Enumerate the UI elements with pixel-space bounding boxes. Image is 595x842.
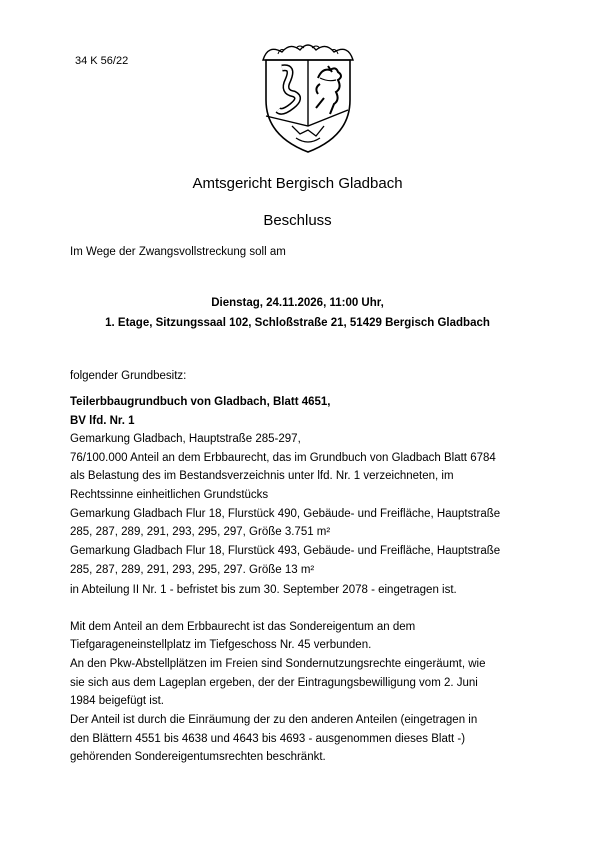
hearing-date: Dienstag, 24.11.2026, 11:00 Uhr, [211,297,384,309]
detail-line: An den Pkw-Abstellplätzen im Freien sind Sondernutzungsrechte eingeräumt, wie [70,658,486,670]
bv-heading: BV lfd. Nr. 1 [70,415,135,427]
property-line: Gemarkung Gladbach Flur 18, Flurstück 490, Gebäude- und Freifläche, Hauptstraße [70,508,501,520]
detail-line: gehörenden Sondereigentumsrechten beschränkt. [70,751,326,763]
document-title: Beschluss [263,212,332,229]
court-name: Amtsgericht Bergisch Gladbach [192,175,403,192]
property-line: in Abteilung II Nr. 1 - befristet bis zum 30. September 2078 - eingetragen ist. [70,584,457,596]
hearing-location: 1. Etage, Sitzungssaal 102, Schloßstraße 21, 51429 Bergisch Gladbach [105,317,490,329]
detail-line: 1984 beigefügt ist. [70,695,164,707]
case-number: 34 K 56/22 [75,55,129,67]
register-heading: Teilerbbaugrundbuch von Gladbach, Blatt 4651, [70,396,331,408]
property-line: 285, 287, 289, 291, 293, 295, 297, Größe 3.751 m² [70,526,331,538]
detail-line: Tiefgarageneinstellplatz im Tiefgeschoss Nr. 45 verbunden. [70,639,372,651]
property-intro: folgender Grundbesitz: [70,370,187,382]
property-line: 76/100.000 Anteil an dem Erbbaurecht, das im Grundbuch von Gladbach Blatt 6784 [70,452,496,464]
coat-of-arms-icon [258,38,358,156]
property-line: als Belastung des im Bestandsverzeichnis unter lfd. Nr. 1 verzeichneten, im [70,470,454,482]
property-line: Rechtssinne einheitlichen Grundstücks [70,489,269,501]
property-line: 285, 287, 289, 291, 293, 295, 297. Größe 13 m² [70,564,315,576]
detail-line: den Blättern 4551 bis 4638 und 4643 bis 4693 - ausgenommen dieses Blatt -) [70,733,466,745]
property-line: Gemarkung Gladbach, Hauptstraße 285-297, [70,433,301,445]
detail-line: Der Anteil ist durch die Einräumung der zu den anderen Anteilen (eingetragen in [70,714,478,726]
intro-text: Im Wege der Zwangsvollstreckung soll am [70,246,286,258]
detail-line: sie sich aus dem Lageplan ergeben, der der Eintragungsbewilligung vom 2. Juni [70,677,478,689]
property-line: Gemarkung Gladbach Flur 18, Flurstück 493, Gebäude- und Freifläche, Hauptstraße [70,545,501,557]
detail-line: Mit dem Anteil an dem Erbbaurecht ist das Sondereigentum an dem [70,621,416,633]
